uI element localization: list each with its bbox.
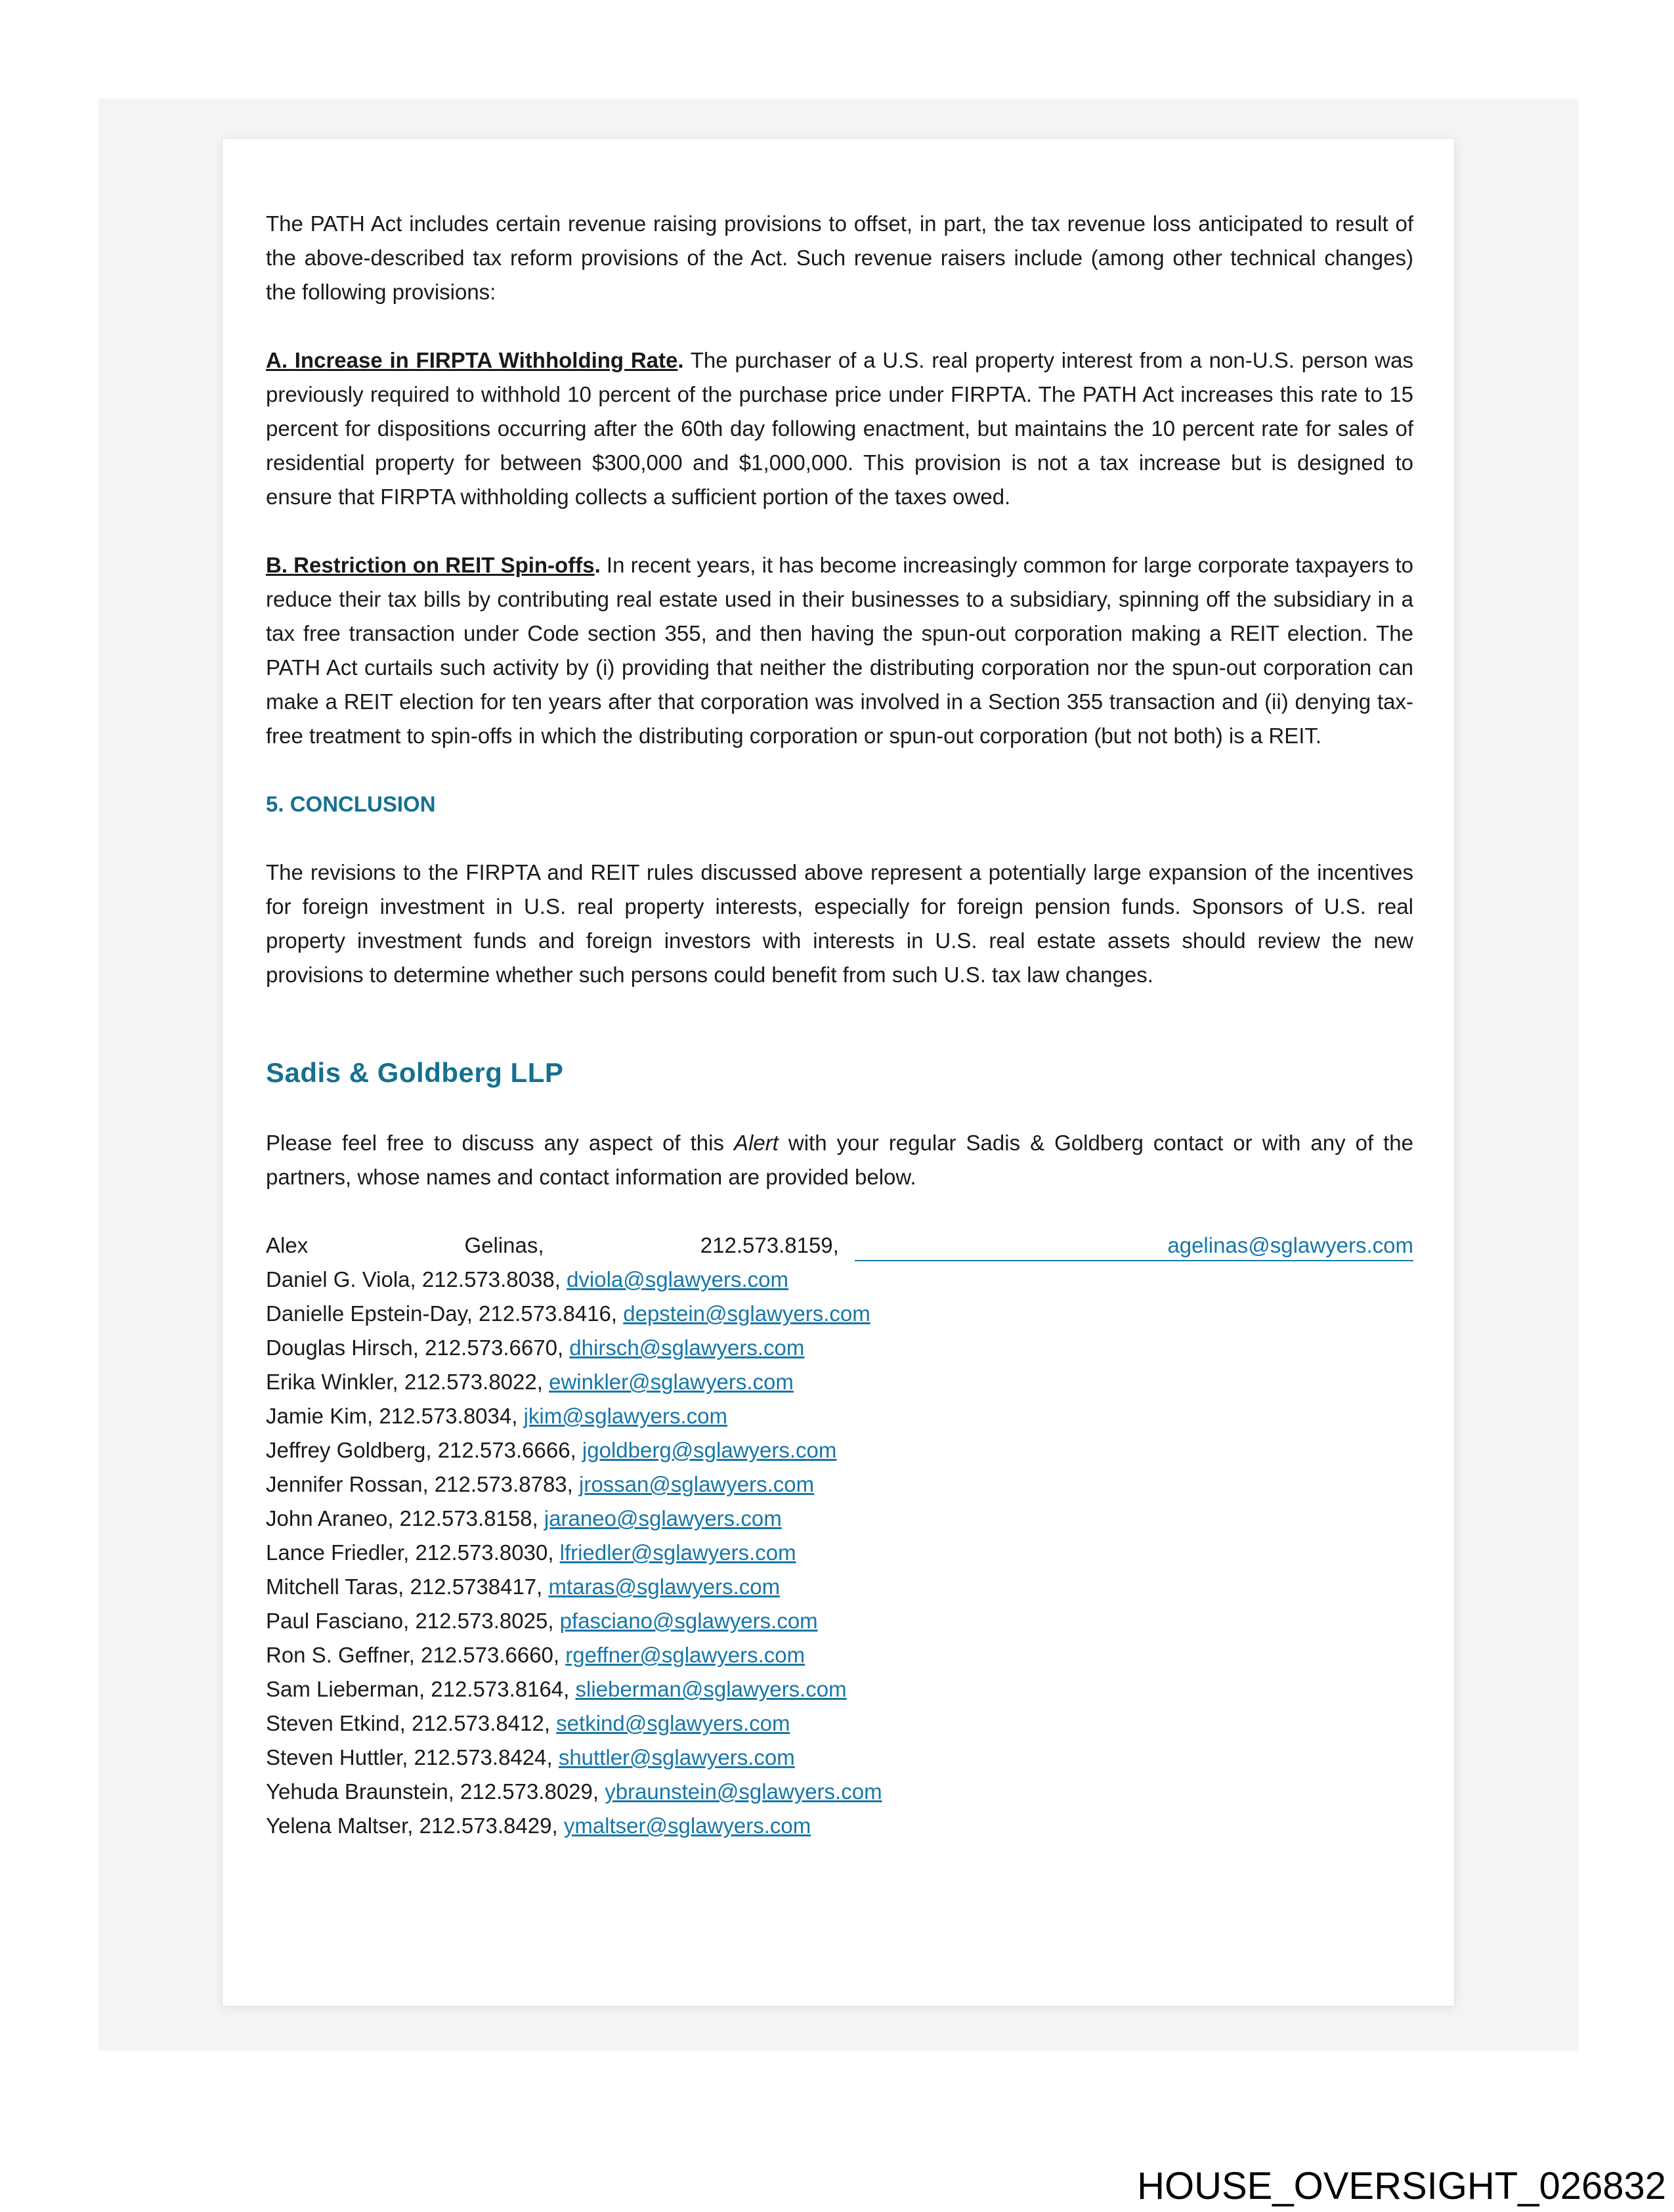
firm-name-heading: Sadis & Goldberg LLP	[266, 1057, 564, 1088]
contact-row	[266, 1263, 1413, 1297]
intro-paragraph: The PATH Act includes certain revenue raising provisions to offset, in part, the tax revenue loss anticipated to result of the above-described tax reform provisions of the Act. Such revenue raisers include (among other technical changes) the following provisions:	[266, 211, 1413, 304]
contact-row	[266, 1331, 1413, 1365]
contact-name-phone: Yehuda Braunstein, 212.573.8029,	[266, 1779, 605, 1804]
contact-list	[266, 1228, 1413, 1843]
email-link[interactable]: jkim@sglawyers.com	[523, 1404, 727, 1428]
document-viewer-background	[98, 98, 1578, 2050]
contact-name-phone: Paul Fasciano, 212.573.8025,	[266, 1609, 560, 1633]
contact-name-phone: Steven Huttler, 212.573.8424,	[266, 1745, 559, 1769]
contact-note-text-1: Please feel free to discuss any aspect of this	[266, 1131, 734, 1155]
contact-name-phone: Ron S. Geffner, 212.573.6660,	[266, 1643, 566, 1667]
contact-phone: 212.573.8159,	[700, 1233, 839, 1257]
contact-name-phone: Jeffrey Goldberg, 212.573.6666,	[266, 1438, 582, 1462]
contact-name-phone: Mitchell Taras, 212.5738417,	[266, 1574, 549, 1599]
email-link[interactable]: jaraneo@sglawyers.com	[544, 1506, 782, 1530]
contact-row	[266, 1297, 1413, 1331]
email-link[interactable]: jrossan@sglawyers.com	[579, 1472, 815, 1496]
contact-row	[266, 1399, 1413, 1433]
contact-name-phone: Jamie Kim, 212.573.8034,	[266, 1404, 524, 1428]
contact-row	[266, 1672, 1413, 1706]
email-link[interactable]: pfasciano@sglawyers.com	[559, 1609, 818, 1633]
email-link[interactable]: setkind@sglawyers.com	[556, 1711, 790, 1735]
email-link[interactable]: shuttler@sglawyers.com	[558, 1745, 795, 1769]
contact-first-name: Alex	[266, 1233, 309, 1257]
contact-name-phone: Danielle Epstein-Day, 212.573.8416,	[266, 1301, 624, 1326]
section-b-body: In recent years, it has become increasingly common for large corporate taxpayers to reduce their tax bills by contributing real estate used in their businesses to a subsidiary, spinning off the subsidiary in a tax free transaction under Code section 355, and then having the spun-out corporation making a REIT election. The PATH Act curtails such activity by (i) providing that neither the distributing corporation nor the spun-out corporation can make a REIT election for ten years after that corporation was involved in a Section 355 transaction and (ii) denying tax-free treatment to spin-offs in which the distributing corporation or spun-out corporation (but not both) is a REIT.	[266, 553, 1413, 748]
contact-row	[266, 1570, 1413, 1604]
contact-rows-container	[266, 1263, 1413, 1843]
contact-row	[266, 1365, 1413, 1399]
contact-name-phone: John Araneo, 212.573.8158,	[266, 1506, 544, 1530]
email-link[interactable]: depstein@sglawyers.com	[623, 1301, 870, 1326]
contact-name-phone: Daniel G. Viola, 212.573.8038,	[266, 1267, 567, 1291]
section-b-paragraph	[266, 548, 1413, 753]
contact-row	[266, 1536, 1413, 1570]
document-page	[222, 138, 1455, 2006]
section-b-heading: B. Restriction on REIT Spin-offs	[266, 553, 595, 577]
contact-note-paragraph	[266, 1126, 1413, 1194]
email-link[interactable]: ewinkler@sglawyers.com	[549, 1370, 794, 1394]
contact-row	[266, 1467, 1413, 1502]
contact-name-phone: Jennifer Rossan, 212.573.8783,	[266, 1472, 580, 1496]
contact-note-text-2: with your regular Sadis & Goldberg contact or with any of the partners, whose names and contact information are provided below.	[266, 1131, 1413, 1189]
contact-row	[266, 1741, 1413, 1775]
contact-name-phone: Erika Winkler, 212.573.8022,	[266, 1370, 549, 1394]
email-link[interactable]: agelinas@sglawyers.com	[855, 1231, 1413, 1261]
email-link[interactable]: rgeffner@sglawyers.com	[565, 1643, 805, 1667]
contact-name-phone: Sam Lieberman, 212.573.8164,	[266, 1677, 576, 1701]
email-link[interactable]: ymaltser@sglawyers.com	[563, 1813, 811, 1838]
section-a-heading-period: .	[677, 348, 684, 372]
contact-name-phone: Douglas Hirsch, 212.573.6670,	[266, 1335, 570, 1360]
conclusion-heading: 5. CONCLUSION	[266, 792, 436, 816]
contact-last-name: Gelinas,	[464, 1233, 544, 1257]
contact-note-alert-word: Alert	[734, 1131, 779, 1155]
contact-name-phone: Lance Friedler, 212.573.8030,	[266, 1540, 560, 1565]
email-link[interactable]: lfriedler@sglawyers.com	[559, 1540, 796, 1565]
email-link[interactable]: ybraunstein@sglawyers.com	[605, 1779, 882, 1804]
contact-row	[266, 1775, 1413, 1809]
contact-row	[266, 1433, 1413, 1467]
contact-row	[266, 1604, 1413, 1638]
bates-number: HOUSE_OVERSIGHT_026832	[1137, 2165, 1666, 2207]
contact-row	[266, 1809, 1413, 1843]
contact-name-phone: Steven Etkind, 212.573.8412,	[266, 1711, 557, 1735]
contact-row	[266, 1706, 1413, 1741]
contact-row-first	[266, 1228, 1413, 1263]
section-a-heading: A. Increase in FIRPTA Withholding Rate	[266, 348, 678, 372]
conclusion-paragraph: The revisions to the FIRPTA and REIT rules discussed above represent a potentially large expansion of the incentives for foreign investment in U.S. real property interests, especially for foreign pension funds. Sponsors of U.S. real property investment funds and foreign investors with interests in U.S. real estate assets should review the new provisions to determine whether such persons could benefit from such U.S. tax law changes.	[266, 860, 1413, 987]
section-a-paragraph	[266, 343, 1413, 514]
email-link[interactable]: jgoldberg@sglawyers.com	[582, 1438, 837, 1462]
email-link[interactable]: slieberman@sglawyers.com	[575, 1677, 847, 1701]
contact-name-phone: Yelena Maltser, 212.573.8429,	[266, 1813, 564, 1838]
contact-row	[266, 1502, 1413, 1536]
contact-row	[266, 1638, 1413, 1672]
email-link[interactable]: dhirsch@sglawyers.com	[569, 1335, 805, 1360]
section-b-heading-period: .	[594, 553, 601, 577]
email-link[interactable]: mtaras@sglawyers.com	[548, 1574, 781, 1599]
email-link[interactable]: dviola@sglawyers.com	[567, 1267, 789, 1291]
section-a-body: The purchaser of a U.S. real property interest from a non-U.S. person was previously required to withhold 10 percent of the purchase price under FIRPTA. The PATH Act increases this rate to 15 percent for dispositions occurring after the 60th day following enactment, but maintains the 10 percent rate for sales of residential property for between $300,000 and $1,000,000. This provision is not a tax increase but is designed to ensure that FIRPTA withholding collects a sufficient portion of the taxes owed.	[266, 348, 1413, 509]
